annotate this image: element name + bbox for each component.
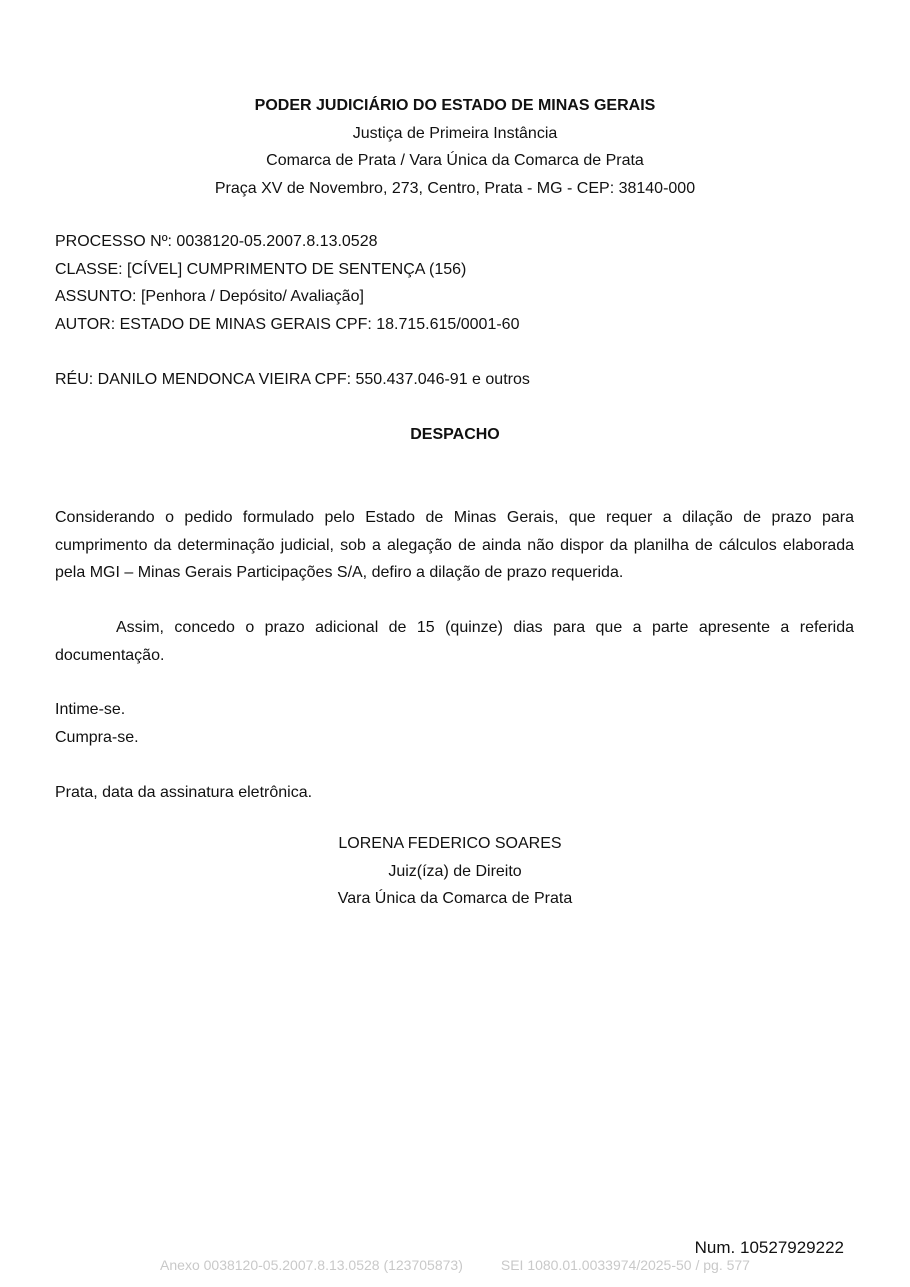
court-title: PODER JUDICIÁRIO DO ESTADO DE MINAS GERAIS [254, 97, 656, 114]
court-header [0, 92, 910, 202]
process-defendant: RÉU: DANILO MENDONCA VIEIRA CPF: 550.437.046-91 e outros [55, 371, 530, 388]
process-subject: ASSUNTO: [Penhora / Depósito/ Avaliação] [55, 288, 364, 305]
process-number: PROCESSO Nº: 0038120-05.2007.8.13.0528 [55, 233, 378, 250]
document-heading: DESPACHO [410, 426, 500, 443]
body-paragraph-1: Considerando o pedido formulado pelo Estado de Minas Gerais, que requer a dilação de prazo para cumprimento da determinação judicial, sob a alegação de ainda não dispor da planilha de cálculos elaborada pela MGI – Minas Gerais Participações S/A, defiro a dilação de prazo requerida. [55, 509, 854, 581]
court-instance: Justiça de Primeira Instância [352, 124, 558, 142]
court-address: Praça XV de Novembro, 273, Centro, Prata - MG - CEP: 38140-000 [214, 179, 696, 197]
footer-annex: Anexo 0038120-05.2007.8.13.0528 (123705873) [160, 1257, 463, 1273]
cumpra-line: Cumpra-se. [55, 728, 139, 746]
body-paragraph-2: Assim, concedo o prazo adicional de 15 (quinze) dias para que a parte apresente a referida documentação. [55, 619, 854, 664]
place-date-line: Prata, data da assinatura eletrônica. [55, 784, 313, 801]
signer-court: Vara Única da Comarca de Prata [337, 890, 573, 907]
page-footer [0, 1257, 910, 1273]
closing-orders [55, 696, 139, 751]
footer-sei: SEI 1080.01.0033974/2025-50 / pg. 577 [500, 1257, 750, 1273]
process-info [55, 228, 855, 338]
court-district: Comarca de Prata / Vara Única da Comarca de Prata [266, 152, 644, 169]
document-number: Num. 10527929222 [694, 1238, 844, 1257]
intime-line: Intime-se. [55, 701, 126, 718]
signer-name: LORENA FEDERICO SOARES [338, 835, 562, 852]
signer-role: Juiz(íza) de Direito [388, 862, 522, 880]
signature-block [0, 830, 910, 913]
process-plaintiff: AUTOR: ESTADO DE MINAS GERAIS CPF: 18.715.615/0001-60 [55, 315, 520, 333]
process-class: CLASSE: [CÍVEL] CUMPRIMENTO DE SENTENÇA (156) [55, 260, 467, 278]
